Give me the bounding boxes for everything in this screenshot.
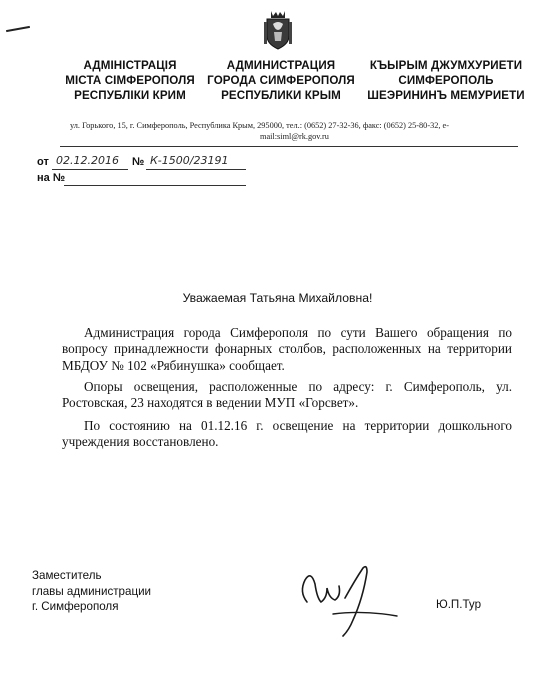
- header-ukrainian: [56, 58, 204, 103]
- header-uk-line: РЕСПУБЛІКИ КРИМ: [74, 89, 186, 102]
- scan-mark: [6, 26, 30, 32]
- header-crh-line: СИМФЕРОПОЛЬ: [398, 74, 494, 87]
- signatory-title: [32, 568, 151, 615]
- header-ru-line: РЕСПУБЛИКИ КРЫМ: [221, 89, 341, 102]
- header-uk-line: АДМІНІСТРАЦІЯ: [83, 59, 177, 72]
- address-line: ул. Горького, 15, г. Симферополь, Республика Крым, 295000, тел.: (0652) 27-32-36, факс: (0652) 25-80-32, е-: [70, 121, 449, 130]
- number-underline: [146, 169, 246, 170]
- signatory-title-line: г. Симферополя: [32, 600, 119, 613]
- header-crh-line: ШЕЭРИНИНЪ МЕМУРИЕТИ: [367, 89, 525, 102]
- letter-number: К-1500/23191: [150, 154, 229, 167]
- body-paragraph: По состоянию на 01.12.16 г. освещение на территории дошкольного учреждения восстановлено.: [62, 418, 512, 450]
- signatory-title-line: Заместитель: [32, 569, 102, 582]
- number-label: №: [132, 156, 145, 168]
- header-crh-line: КЪЫРЫМ ДЖУМХУРИЕТИ: [369, 59, 523, 72]
- from-label: от: [37, 156, 49, 168]
- reply-to-label: на №: [37, 172, 66, 184]
- header-uk-line: МІСТА СІМФЕРОПОЛЯ: [65, 74, 195, 87]
- email-line: mail:siml@rk.gov.ru: [260, 132, 329, 141]
- date-underline: [52, 169, 128, 170]
- header-divider: [60, 146, 518, 147]
- header-ru-line: ГОРОДА СИМФЕРОПОЛЯ: [207, 74, 355, 87]
- header-ru-line: АДМИНИСТРАЦИЯ: [226, 59, 336, 72]
- header-crimean-tatar: [366, 58, 526, 103]
- handwritten-signature: [293, 558, 403, 640]
- reply-to-underline: [64, 185, 246, 186]
- signatory-title-line: главы администрации: [32, 584, 152, 598]
- body-paragraph: Администрация города Симферополя по сути Вашего обращения по вопросу принадлежности фонарных столбов, расположенных на территории МБДОУ № 102 «Рябинушка» сообщает.: [62, 325, 512, 373]
- signatory-name: Ю.П.Тур: [436, 598, 482, 611]
- address-block: [70, 120, 510, 142]
- letter-date: 02.12.2016: [56, 154, 119, 167]
- salutation: Уважаемая Татьяна Михайловна!: [182, 291, 373, 305]
- header-russian: [203, 58, 359, 103]
- body-paragraph: Опоры освещения, расположенные по адресу: г. Симферополь, ул. Ростовская, 23 находятся в ведении МУП «Горсвет».: [62, 379, 512, 411]
- coat-of-arms-icon: [263, 8, 293, 52]
